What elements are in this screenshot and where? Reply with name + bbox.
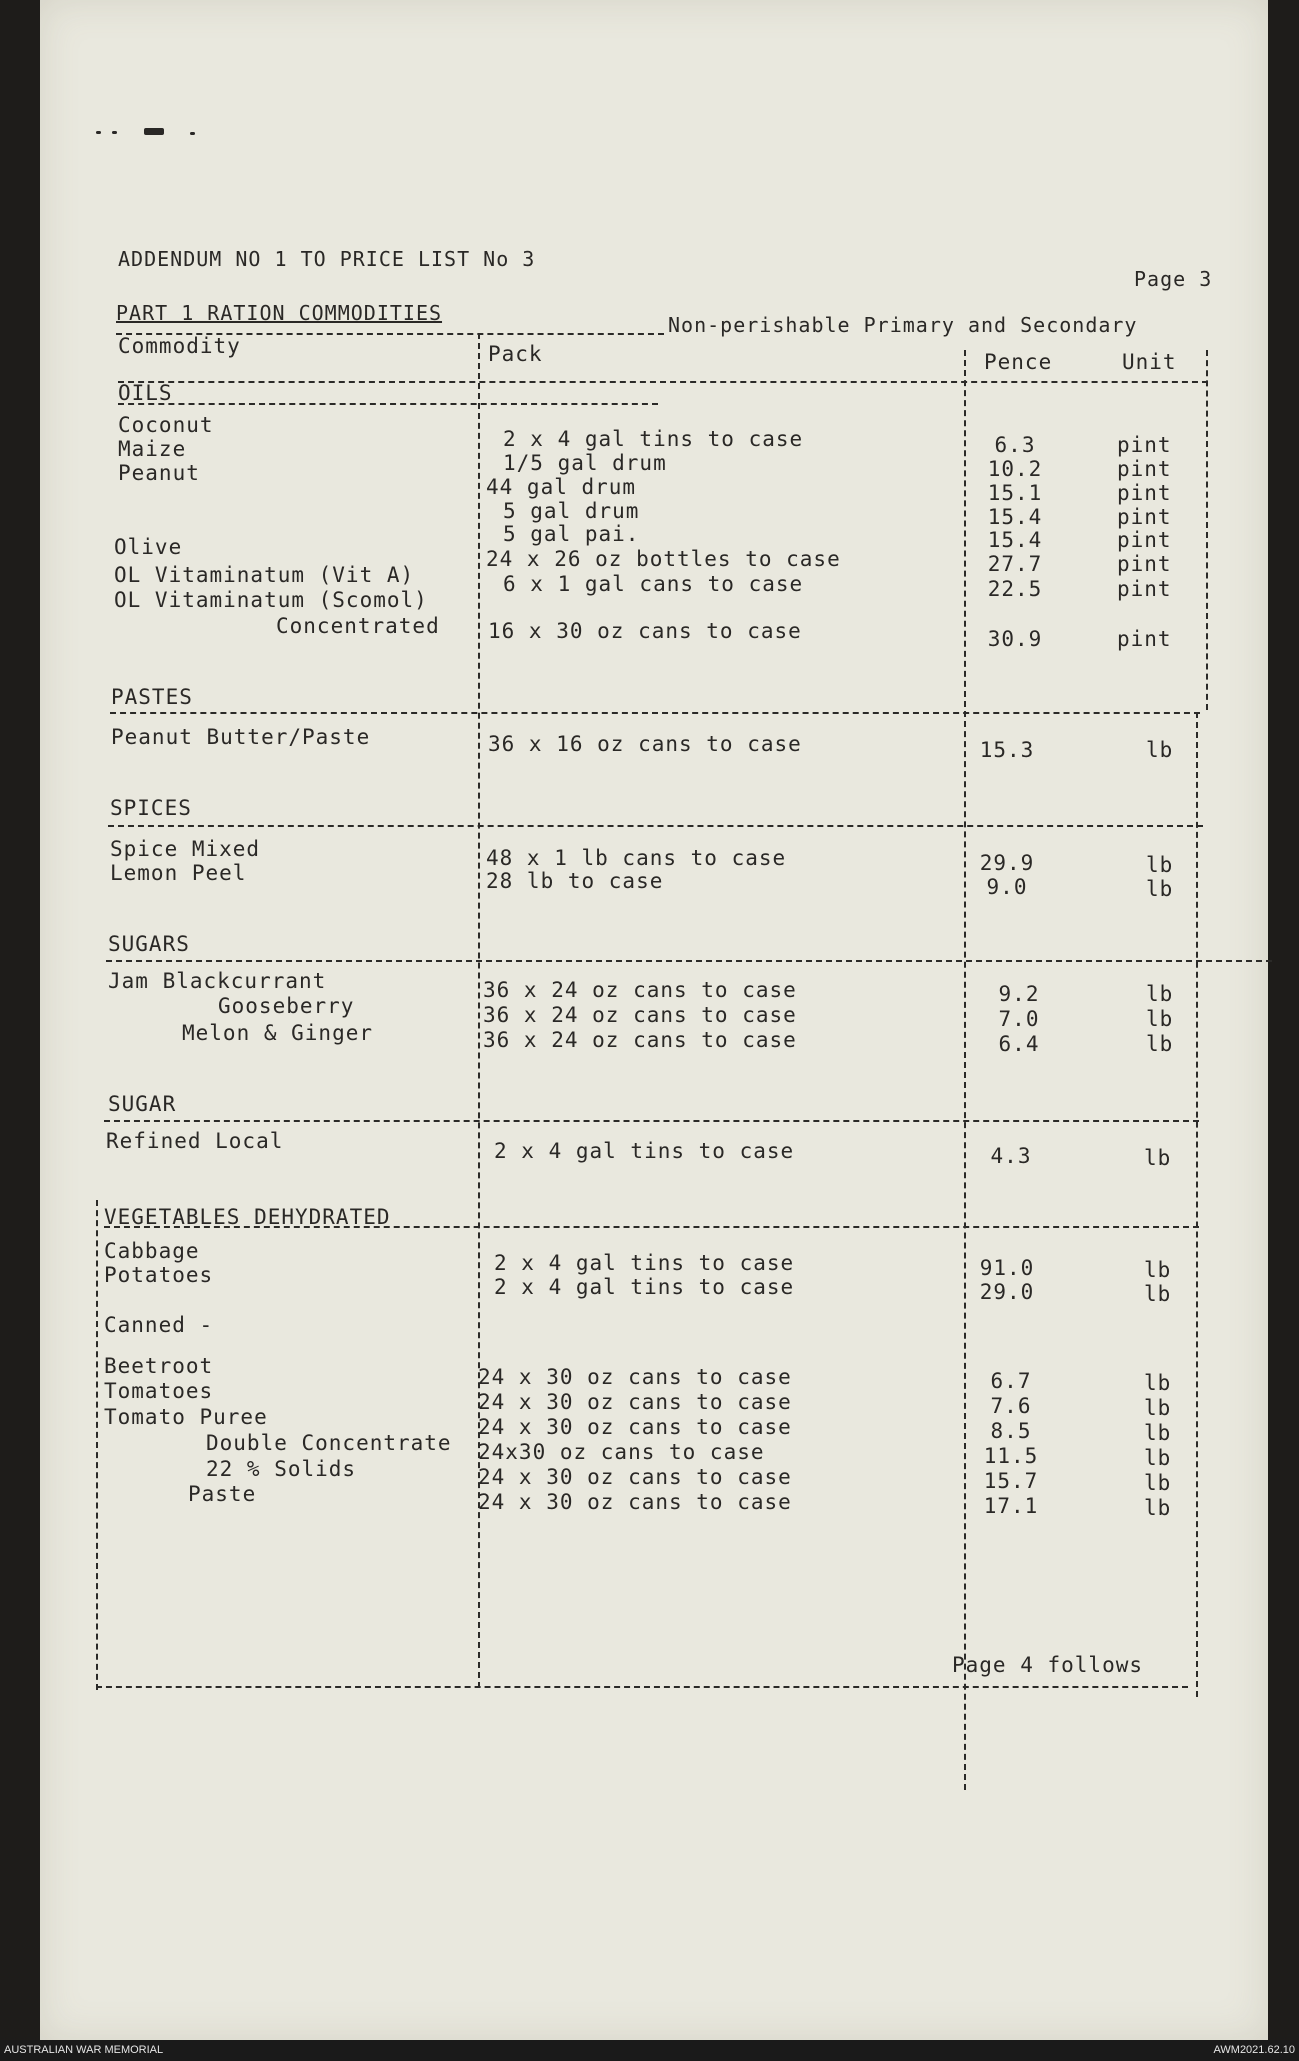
ink-smudge	[190, 132, 195, 135]
pack-cell: 2 x 4 gal tins to case	[494, 1275, 795, 1299]
pence-cell: 27.7	[987, 552, 1043, 576]
commodity-cell: Beetroot	[104, 1354, 214, 1378]
pence-cell: 10.2	[987, 457, 1043, 481]
commodity-cell: 22 % Solids	[206, 1457, 357, 1481]
commodity-cell: Peanut	[118, 461, 200, 485]
commodity-cell: OL Vitaminatum (Vit A)	[114, 563, 415, 587]
section-heading-spices: SPICES	[110, 796, 192, 820]
pack-cell: 24 x 30 oz cans to case	[478, 1415, 792, 1439]
pence-cell: 30.9	[987, 627, 1043, 651]
pence-cell: 15.4	[987, 505, 1043, 529]
ink-smudge	[96, 131, 101, 134]
pence-cell: 7.0	[998, 1007, 1040, 1031]
unit-cell: lb	[1144, 1471, 1172, 1495]
pack-cell: 2 x 4 gal tins to case	[494, 1251, 795, 1275]
unit-cell: pint	[1117, 457, 1172, 481]
unit-cell: lb	[1146, 1007, 1174, 1031]
pence-cell: 11.5	[983, 1444, 1039, 1468]
pack-cell: 28 lb to case	[486, 869, 664, 893]
table-rule	[106, 960, 1272, 962]
table-rule	[110, 712, 1200, 714]
commodity-cell: Coconut	[118, 413, 214, 437]
table-rule	[1196, 712, 1198, 1697]
pack-cell: 5 gal drum	[503, 499, 640, 523]
pack-cell: 2 x 4 gal tins to case	[503, 427, 804, 451]
unit-cell: lb	[1144, 1282, 1172, 1306]
table-rule	[118, 403, 658, 405]
pence-cell: 8.5	[990, 1419, 1032, 1443]
pence-cell: 15.1	[987, 481, 1043, 505]
pence-cell: 9.0	[986, 875, 1028, 899]
pence-cell: 6.4	[998, 1032, 1040, 1056]
category-label: Non-perishable Primary and Secondary	[668, 313, 1138, 337]
pack-cell: 1/5 gal drum	[503, 451, 667, 475]
commodity-cell: Concentrated	[276, 614, 440, 638]
pence-cell: 6.3	[994, 433, 1036, 457]
commodity-cell: OL Vitaminatum (Scomol)	[114, 588, 428, 612]
pence-cell: 15.7	[983, 1469, 1039, 1493]
pack-cell: 36 x 24 oz cans to case	[483, 978, 797, 1002]
section-heading-oils: OILS	[118, 381, 173, 405]
column-header-unit: Unit	[1122, 350, 1177, 374]
unit-cell: lb	[1144, 1146, 1172, 1170]
pence-cell: 29.0	[979, 1280, 1035, 1304]
unit-cell: pint	[1117, 481, 1172, 505]
unit-cell: lb	[1144, 1446, 1172, 1470]
commodity-cell: Double Concentrate	[206, 1431, 452, 1455]
pence-cell: 4.3	[990, 1144, 1032, 1168]
commodity-cell: Potatoes	[104, 1263, 214, 1287]
commodity-cell: Cabbage	[104, 1239, 200, 1263]
pack-cell: 24 x 30 oz cans to case	[478, 1365, 792, 1389]
pence-cell: 91.0	[979, 1256, 1035, 1280]
unit-cell: lb	[1146, 877, 1174, 901]
pence-cell: 29.9	[979, 851, 1035, 875]
pack-cell: 24x30 oz cans to case	[478, 1440, 765, 1464]
ink-smudge	[112, 131, 117, 134]
unit-cell: pint	[1117, 627, 1172, 651]
commodity-cell: Spice Mixed	[110, 837, 261, 861]
unit-cell: lb	[1146, 738, 1174, 762]
commodity-cell: Maize	[118, 437, 187, 461]
commodity-cell: Paste	[188, 1482, 257, 1506]
pack-cell: 36 x 24 oz cans to case	[483, 1028, 797, 1052]
pence-cell: 7.6	[990, 1394, 1032, 1418]
table-rule	[104, 1120, 1199, 1122]
column-header-commodity: Commodity	[118, 334, 241, 358]
section-heading-sugar: SUGAR	[108, 1092, 177, 1116]
column-header-pence: Pence	[984, 350, 1053, 374]
unit-cell: lb	[1144, 1258, 1172, 1282]
part-title: PART 1 RATION COMMODITIES	[116, 301, 443, 325]
pence-cell: 17.1	[983, 1494, 1039, 1518]
section-heading-pastes: PASTES	[111, 685, 193, 709]
archive-reference: AWM2021.62.10	[1213, 2044, 1295, 2056]
unit-cell: lb	[1144, 1396, 1172, 1420]
unit-cell: lb	[1146, 1032, 1174, 1056]
pack-cell: 24 x 26 oz bottles to case	[486, 547, 841, 571]
pack-cell: 36 x 24 oz cans to case	[483, 1003, 797, 1027]
column-header-pack: Pack	[488, 342, 543, 366]
pack-cell: 24 x 30 oz cans to case	[478, 1465, 792, 1489]
table-rule	[964, 350, 966, 1790]
unit-cell: pint	[1117, 505, 1172, 529]
pack-cell: 5 gal pai.	[503, 522, 640, 546]
section-heading-vegetables: VEGETABLES DEHYDRATED	[104, 1205, 391, 1229]
commodity-cell: Tomato Puree	[104, 1405, 268, 1429]
commodity-cell: Jam Blackcurrant	[108, 969, 327, 993]
section-heading-sugars: SUGARS	[108, 932, 190, 956]
commodity-cell: Gooseberry	[218, 994, 355, 1018]
pence-cell: 9.2	[998, 982, 1040, 1006]
pence-cell: 15.4	[987, 528, 1043, 552]
unit-cell: lb	[1144, 1496, 1172, 1520]
table-rule	[1206, 350, 1208, 710]
archive-footer	[0, 2040, 1299, 2061]
table-rule	[118, 381, 1208, 383]
unit-cell: lb	[1146, 982, 1174, 1006]
commodity-cell: Tomatoes	[104, 1379, 214, 1403]
unit-cell: lb	[1144, 1371, 1172, 1395]
pack-cell: 2 x 4 gal tins to case	[494, 1139, 795, 1163]
pack-cell: 24 x 30 oz cans to case	[478, 1490, 792, 1514]
commodity-cell: Lemon Peel	[110, 861, 247, 885]
table-rule	[96, 1200, 98, 1690]
page-label: Page 3	[1134, 267, 1213, 291]
table-rule	[108, 825, 1203, 827]
ink-smudge	[144, 128, 164, 135]
pack-cell: 16 x 30 oz cans to case	[488, 619, 802, 643]
table-rule	[96, 1686, 1188, 1688]
unit-cell: pint	[1117, 528, 1172, 552]
pence-cell: 22.5	[987, 577, 1043, 601]
unit-cell: pint	[1117, 433, 1172, 457]
unit-cell: lb	[1144, 1421, 1172, 1445]
commodity-cell: Melon & Ginger	[182, 1021, 374, 1045]
commodity-cell: Olive	[114, 535, 183, 559]
pack-cell: 24 x 30 oz cans to case	[478, 1390, 792, 1414]
section-heading-canned: Canned -	[104, 1313, 214, 1337]
unit-cell: pint	[1117, 577, 1172, 601]
page-follows-note: Page 4 follows	[952, 1653, 1144, 1677]
pack-cell: 44 gal drum	[486, 475, 637, 499]
pence-cell: 6.7	[990, 1369, 1032, 1393]
pack-cell: 6 x 1 gal cans to case	[503, 572, 804, 596]
pack-cell: 36 x 16 oz cans to case	[488, 732, 802, 756]
pack-cell: 48 x 1 lb cans to case	[486, 846, 787, 870]
addendum-header: ADDENDUM NO 1 TO PRICE LIST No 3	[118, 247, 536, 271]
archive-name: AUSTRALIAN WAR MEMORIAL	[4, 2044, 164, 2056]
unit-cell: lb	[1146, 853, 1174, 877]
commodity-cell: Peanut Butter/Paste	[111, 725, 371, 749]
pence-cell: 15.3	[979, 738, 1035, 762]
unit-cell: pint	[1117, 552, 1172, 576]
commodity-cell: Refined Local	[106, 1129, 284, 1153]
